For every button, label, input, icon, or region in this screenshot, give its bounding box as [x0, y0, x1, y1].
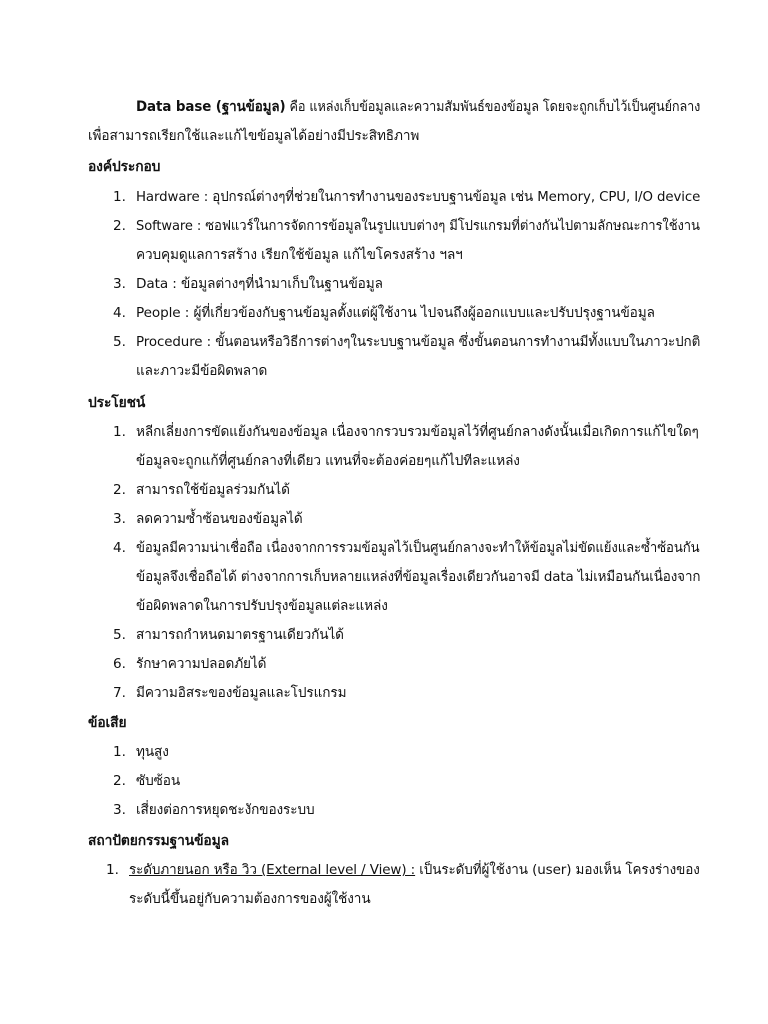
list-number: 2.: [113, 218, 126, 234]
list-number: 4.: [113, 305, 126, 321]
list-item: หลีกเลี่ยงการขัดแย้งกันของข้อมูล เนื่องจากรวบรวมข้อมูลไว้ที่ศูนย์กลางดังนั้นเมื่อเกิดการแก้ไขใดๆ: [136, 424, 699, 440]
list-item: Hardware : อุปกรณ์ต่างๆที่ช่วยในการทำงานของระบบฐานข้อมูล เช่น Memory, CPU, I/O device: [136, 189, 701, 205]
list-number: 1.: [113, 424, 126, 440]
list-number: 2.: [113, 773, 126, 789]
architecture-heading: สถาปัตยกรรมฐานข้อมูล: [88, 833, 229, 849]
list-number: 1.: [106, 862, 119, 878]
list-number: 1.: [113, 189, 126, 205]
list-item: People : ผู้ที่เกี่ยวข้องกับฐานข้อมูลตั้งแต่ผู้ใช้งาน ไปจนถึงผู้ออกแบบและปรับปรุงฐานข้อมูล: [136, 305, 655, 321]
list-item: [129, 860, 700, 880]
intro-term: Data base (ฐานข้อมูล): [136, 99, 286, 115]
list-item: Procedure : ขั้นตอนหรือวิธีการต่างๆในระบบฐานข้อมูล ซึ่งขั้นตอนการทำงานมีทั้งแบบในภาวะปกติ: [136, 334, 701, 350]
list-item-continuation: และภาวะมีข้อผิดพลาด: [136, 363, 268, 379]
list-number: 7.: [113, 685, 126, 701]
list-number: 5.: [113, 334, 126, 350]
list-item: ลดความซ้ำซ้อนของข้อมูลได้: [136, 511, 303, 527]
list-item-continuation: ข้อมูลจะถูกแก้ที่ศูนย์กลางที่เดียว แทนที่จะต้องค่อยๆแก้ไปทีละแหล่ง: [136, 453, 520, 469]
intro-line-1: [136, 97, 700, 117]
list-number: 2.: [113, 482, 126, 498]
list-item-continuation: ข้อผิดพลาดในการปรับปรุงข้อมูลแต่ละแหล่ง: [136, 598, 388, 614]
list-item: ซับซ้อน: [136, 773, 181, 789]
list-item-continuation: ควบคุมดูแลการสร้าง เรียกใช้ข้อมูล แก้ไขโครงสร้าง ฯลฯ: [136, 247, 463, 263]
list-item: สามารถใช้ข้อมูลร่วมกันได้: [136, 482, 290, 498]
list-item: สามารถกำหนดมาตรฐานเดียวกันได้: [136, 627, 344, 643]
list-number: 6.: [113, 656, 126, 672]
list-number: 5.: [113, 627, 126, 643]
components-heading: องค์ประกอบ: [88, 159, 161, 175]
list-number: 3.: [113, 276, 126, 292]
intro-line-1-text: คือ แหล่งเก็บข้อมูลและความสัมพันธ์ของข้อมูล โดยจะถูกเก็บไว้เป็นศูนย์กลาง: [285, 99, 701, 115]
list-item: ทุนสูง: [136, 744, 169, 760]
list-number: 3.: [113, 511, 126, 527]
list-item: Software : ซอฟแวร์ในการจัดการข้อมูลในรูปแบบต่างๆ มีโปรแกรมที่ต่างกันไปตามลักษณะการใช้งาน: [136, 218, 700, 234]
external-level-text: เป็นระดับที่ผู้ใช้งาน (user) มองเห็น โครงร่างของ: [415, 862, 700, 878]
list-item: ข้อมูลมีความน่าเชื่อถือ เนื่องจากการรวมข้อมูลไว้เป็นศูนย์กลางจะทำให้ข้อมูลไม่ขัดแย้งและซ้ำซ้อนกัน: [136, 540, 700, 556]
benefits-heading: ประโยชน์: [88, 395, 146, 411]
disadvantages-heading: ข้อเสีย: [88, 715, 127, 731]
list-item: รักษาความปลอดภัยได้: [136, 656, 267, 672]
list-item: มีความอิสระของข้อมูลและโปรแกรม: [136, 685, 347, 701]
intro-line-2: เพื่อสามารถเรียกใช้และแก้ไขข้อมูลได้อย่างมีประสิทธิภาพ: [88, 128, 420, 144]
list-item: Data : ข้อมูลต่างๆที่นำมาเก็บในฐานข้อมูล: [136, 276, 383, 292]
list-item: เสี่ยงต่อการหยุดชะงักของระบบ: [136, 802, 315, 818]
list-item-continuation: ระดับนี้ขึ้นอยู่กับความต้องการของผู้ใช้งาน: [129, 891, 371, 907]
list-number: 1.: [113, 744, 126, 760]
list-number: 4.: [113, 540, 126, 556]
list-number: 3.: [113, 802, 126, 818]
external-level-term: ระดับภายนอก หรือ วิว (External level / View) :: [129, 862, 416, 878]
list-item-continuation: ข้อมูลจึงเชื่อถือได้ ต่างจากการเก็บหลายแหล่งที่ข้อมูลเรื่องเดียวกันอาจมี data ไม่เหมือนกันเนื่องจาก: [136, 569, 701, 585]
